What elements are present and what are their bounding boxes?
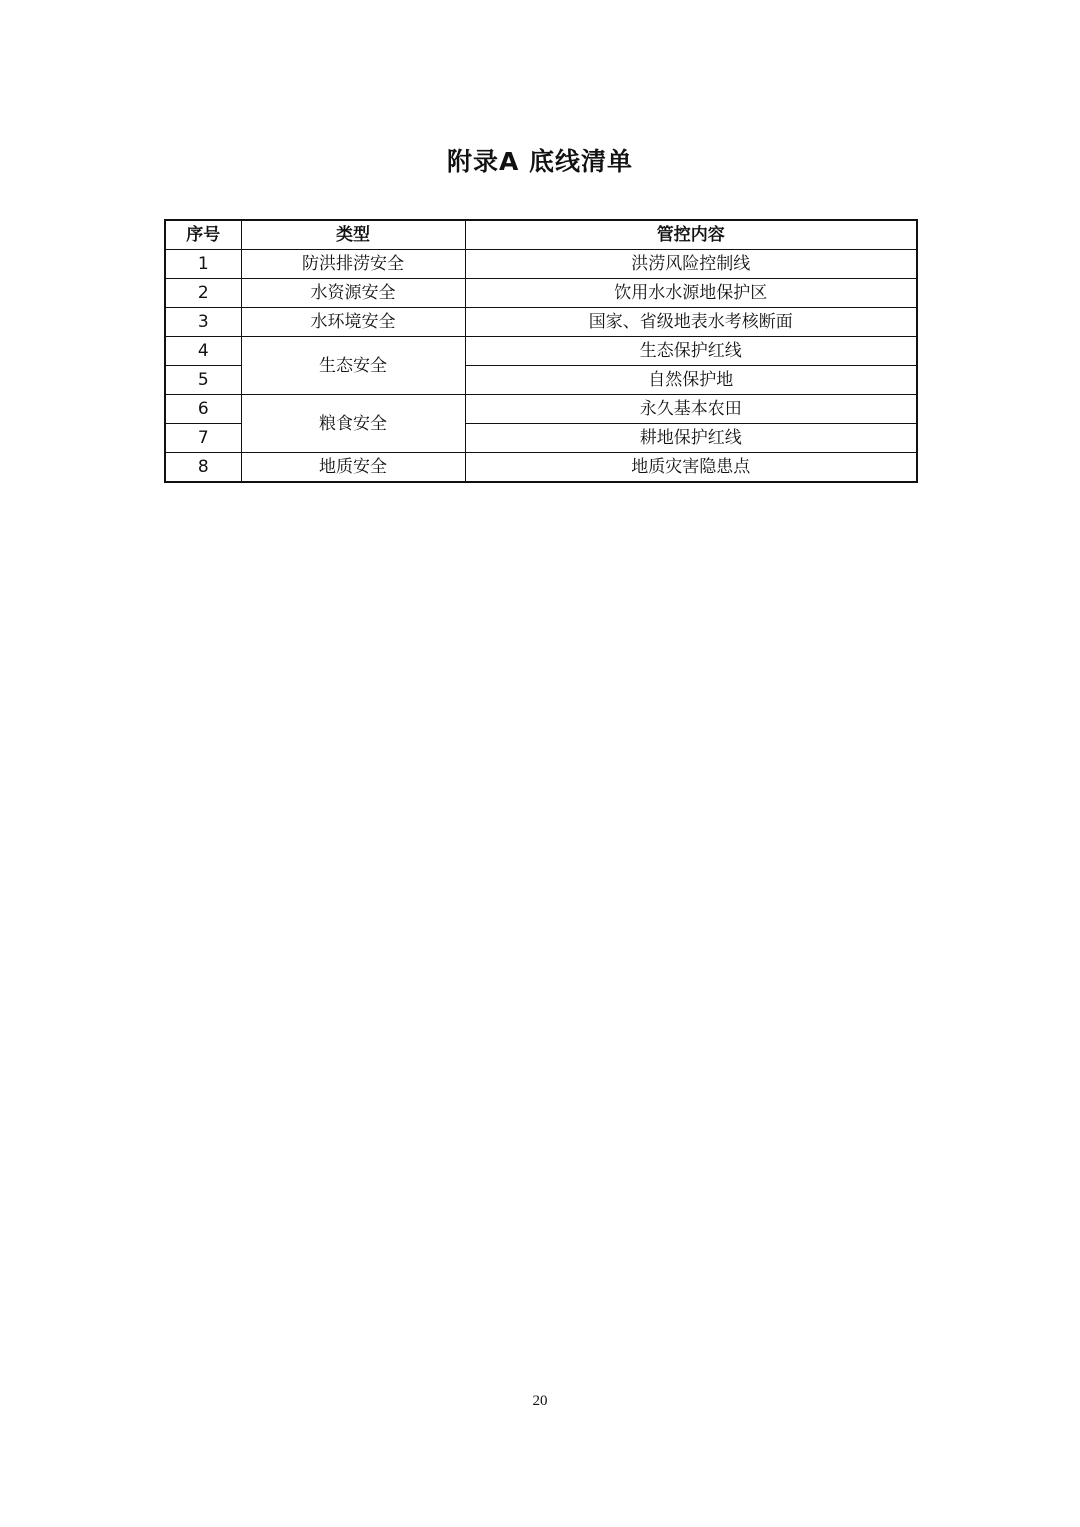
table-header-row: [165, 220, 917, 250]
cell-serial-number: 5: [165, 366, 241, 395]
cell-control-content: 地质灾害隐患点: [465, 453, 917, 483]
baseline-list-table: [164, 219, 918, 483]
table-row: [165, 308, 917, 337]
header-serial-number: 序号: [165, 220, 241, 250]
cell-serial-number: 6: [165, 395, 241, 424]
page-title: 附录A 底线清单: [446, 147, 634, 176]
cell-type: 防洪排涝安全: [241, 250, 465, 279]
cell-type-merged: 粮食安全: [241, 395, 465, 453]
cell-serial-number: 8: [165, 453, 241, 483]
cell-type: 水资源安全: [241, 279, 465, 308]
cell-control-content: 生态保护红线: [465, 337, 917, 366]
cell-type-merged: 生态安全: [241, 337, 465, 395]
table-row: [165, 337, 917, 366]
cell-control-content: 洪涝风险控制线: [465, 250, 917, 279]
table-row: [165, 279, 917, 308]
table-row: [165, 453, 917, 483]
cell-serial-number: 1: [165, 250, 241, 279]
header-type: 类型: [241, 220, 465, 250]
cell-type: 地质安全: [241, 453, 465, 483]
cell-control-content: 永久基本农田: [465, 395, 917, 424]
cell-serial-number: 3: [165, 308, 241, 337]
cell-serial-number: 4: [165, 337, 241, 366]
cell-serial-number: 7: [165, 424, 241, 453]
cell-control-content: 耕地保护红线: [465, 424, 917, 453]
page-number: 20: [532, 1393, 548, 1409]
cell-control-content: 国家、省级地表水考核断面: [465, 308, 917, 337]
cell-control-content: 自然保护地: [465, 366, 917, 395]
cell-type: 水环境安全: [241, 308, 465, 337]
header-control-content: 管控内容: [465, 220, 917, 250]
table-row: [165, 250, 917, 279]
cell-serial-number: 2: [165, 279, 241, 308]
cell-control-content: 饮用水水源地保护区: [465, 279, 917, 308]
table-row: [165, 395, 917, 424]
